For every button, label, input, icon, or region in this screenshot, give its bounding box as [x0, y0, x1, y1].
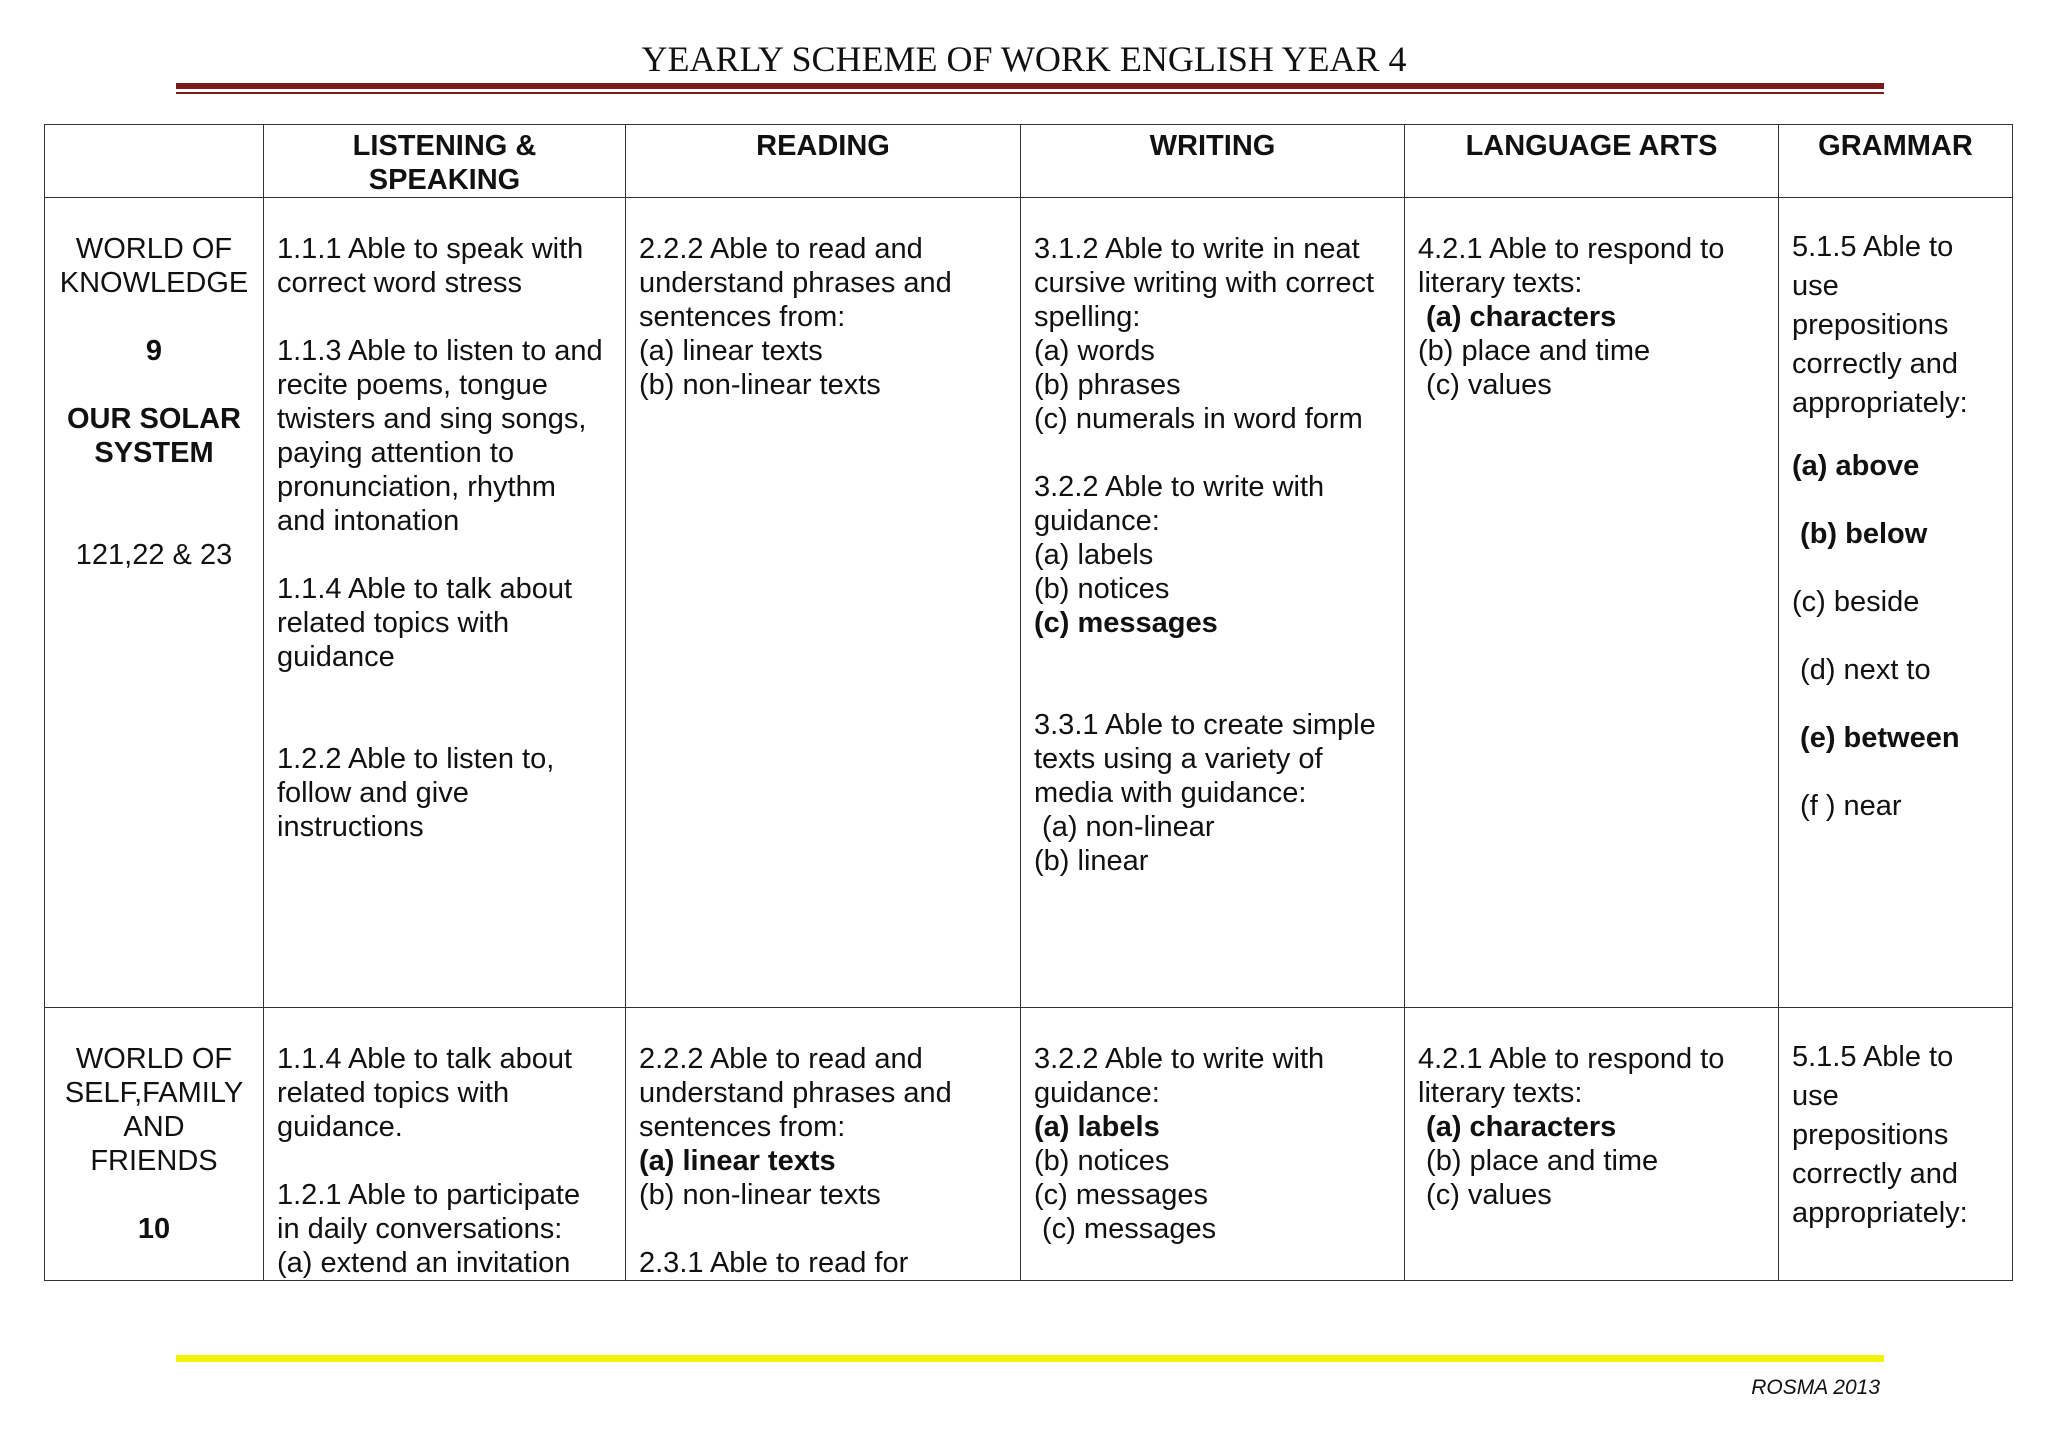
reading-cell: 2.2.2 Able to read and understand phrases and sentences from: (a) linear texts (b) non-linear texts 2.3.1 Able to read for: [626, 1008, 1021, 1281]
reading-cell: 2.2.2 Able to read and understand phrases and sentences from: (a) linear texts (b) non-linear texts: [626, 198, 1021, 1008]
listening-cell: 1.1.4 Able to talk about related topics with guidance. 1.2.1 Able to participate in daily conversations: (a) extend an invitation: [264, 1008, 626, 1281]
theme-line: WORLD OF: [75, 233, 233, 265]
page-title: YEARLY SCHEME OF WORK ENGLISH YEAR 4: [641, 39, 1407, 79]
table-row: [45, 198, 2013, 1008]
table-row: [45, 1008, 2013, 1281]
theme-cell: WORLD OF SELF,FAMILY AND FRIENDS 10: [45, 1008, 264, 1281]
footer-rule: [176, 1355, 1884, 1362]
grammar-cell: 5.1.5 Able to use prepositions correctly and appropriately:: [1779, 1008, 2013, 1281]
theme-cell: [45, 198, 264, 1008]
header-blank: [45, 125, 264, 198]
header-listening-speaking: LISTENING & SPEAKING: [264, 125, 626, 198]
grammar-cell: 5.1.5 Able to use prepositions correctly and appropriately: (a) above (b) below (c) beside (d) next to (e) between (f ) near: [1779, 198, 2013, 1008]
week-range: 121,22 & 23: [75, 539, 233, 571]
footer-credit: ROSMA 2013: [1751, 1376, 1880, 1399]
scheme-table: [44, 124, 2013, 1281]
writing-cell: 3.1.2 Able to write in neat cursive writing with correct spelling: (a) words (b) phrases (c) numerals in word form 3.2.2 Able to write with guidance: (a) labels (b) notices (c) messages 3.3.1 Able to create simple texts using a variety of media with guidance: (a) non-linear (b) linear: [1021, 198, 1405, 1008]
title-underline-thin: [176, 92, 1884, 94]
unit-number: 10: [137, 1213, 171, 1245]
topic-title: SYSTEM: [94, 437, 214, 469]
header-row: [45, 125, 2013, 198]
theme-line: KNOWLEDGE: [59, 267, 249, 299]
language-arts-cell: 4.2.1 Able to respond to literary texts: (a) characters (b) place and time (c) values: [1405, 198, 1779, 1008]
title-underline-thick: [176, 83, 1884, 89]
unit-number: 9: [145, 335, 163, 367]
header-reading: READING: [626, 125, 1021, 198]
header-writing: WRITING: [1021, 125, 1405, 198]
header-language-arts: LANGUAGE ARTS: [1405, 125, 1779, 198]
header-grammar: GRAMMAR: [1779, 125, 2013, 198]
language-arts-cell: 4.2.1 Able to respond to literary texts: (a) characters (b) place and time (c) values: [1405, 1008, 1779, 1281]
listening-cell: 1.1.1 Able to speak with correct word stress 1.1.3 Able to listen to and recite poems, tongue twisters and sing songs, paying attention to pronunciation, rhythm and intonation 1.1.4 Able to talk about related topics with guidance 1.2.2 Able to listen to, follow and give instructions: [264, 198, 626, 1008]
writing-cell: 3.2.2 Able to write with guidance: (a) labels (b) notices (c) messages (c) messages: [1021, 1008, 1405, 1281]
topic-title: OUR SOLAR: [67, 403, 241, 435]
